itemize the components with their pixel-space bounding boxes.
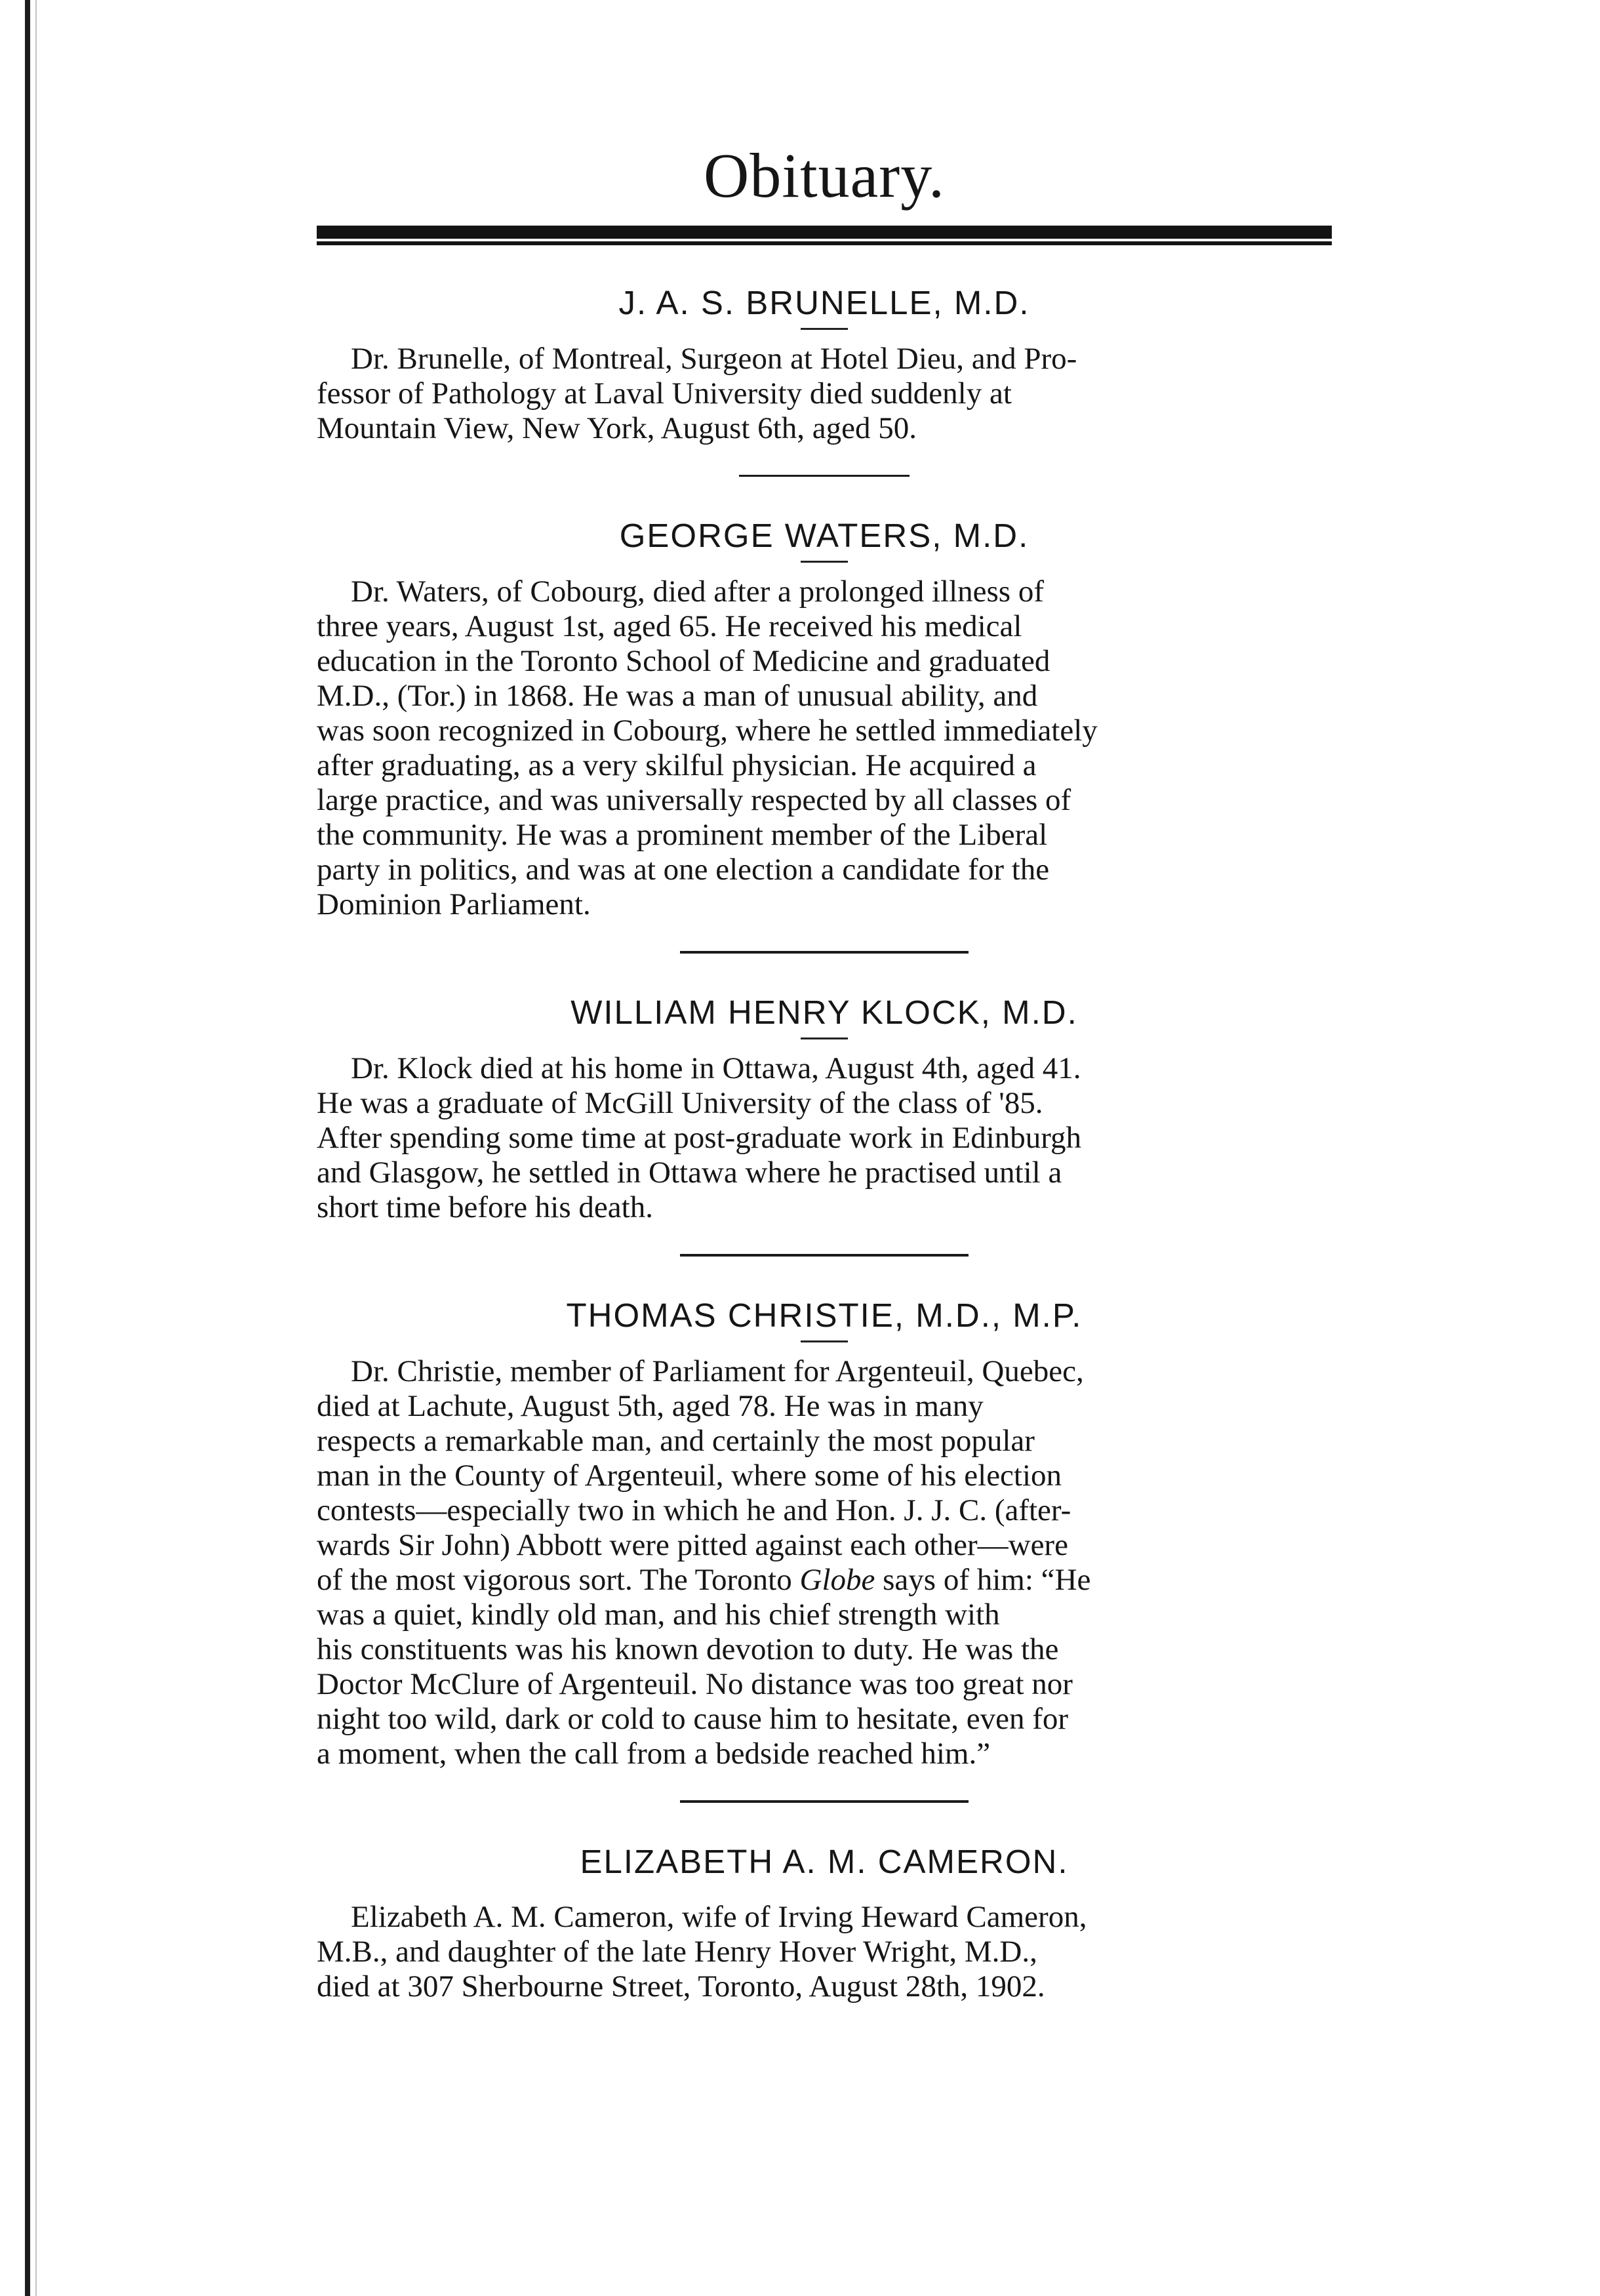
book-spine-shadow <box>35 0 37 2296</box>
obituary-entry <box>317 285 1332 446</box>
body-line: Dominion Parliament. <box>317 887 591 922</box>
body-line: Dr. Christie, member of Parliament for Argenteuil, Quebec, <box>351 1354 1084 1389</box>
body-line: died at 307 Sherbourne Street, Toronto, August 28th, 1902. <box>317 1969 1045 2004</box>
body-line: Mountain View, New York, August 6th, aged 50. <box>317 411 917 446</box>
heading-underline <box>801 561 848 563</box>
entry-body <box>317 342 1332 446</box>
body-line: respects a remarkable man, and certainly the most popular <box>317 1424 1035 1459</box>
body-line: was a quiet, kindly old man, and his chief strength with <box>317 1598 1000 1632</box>
heading-underline <box>801 1037 848 1039</box>
entry-separator <box>680 1800 969 1803</box>
title-rule <box>317 226 1332 241</box>
body-line: and Glasgow, he settled in Ottawa where he practised until a <box>317 1156 1062 1190</box>
page-content <box>317 98 1332 2004</box>
body-line: a moment, when the call from a bedside reached him.” <box>317 1737 991 1771</box>
body-line: Dr. Brunelle, of Montreal, Surgeon at Hotel Dieu, and Pro- <box>351 342 1077 376</box>
obituary-entry <box>317 994 1332 1225</box>
obituary-entry <box>317 517 1332 922</box>
body-line: Dr. Waters, of Cobourg, died after a prolonged illness of <box>351 574 1044 609</box>
heading-underline <box>801 1340 848 1342</box>
body-line: contests—especially two in which he and Hon. J. J. C. (after- <box>317 1493 1071 1528</box>
body-line: After spending some time at post-graduate work in Edinburgh <box>317 1121 1082 1156</box>
entry-heading: ELIZABETH A. M. CAMERON. <box>580 1843 1069 1881</box>
body-line: education in the Toronto School of Medicine and graduated <box>317 644 1050 679</box>
body-line: Doctor McClure of Argenteuil. No distance was too great nor <box>317 1667 1073 1702</box>
entry-separator <box>680 951 969 954</box>
body-line: of the most vigorous sort. The Toronto Globe says of him: “He <box>317 1563 1091 1598</box>
body-line: large practice, and was universally respected by all classes of <box>317 783 1071 818</box>
body-line: M.B., and daughter of the late Henry Hover Wright, M.D., <box>317 1935 1037 1969</box>
entry-heading: GEORGE WATERS, M.D. <box>619 517 1030 555</box>
entry-separator <box>739 475 910 477</box>
obituary-entry <box>317 1297 1332 1771</box>
obituary-entry <box>317 1843 1332 2004</box>
entry-heading: WILLIAM HENRY KLOCK, M.D. <box>570 994 1078 1032</box>
entry-body <box>317 574 1332 922</box>
entry-heading: J. A. S. BRUNELLE, M.D. <box>618 284 1030 321</box>
body-line: fessor of Pathology at Laval University died suddenly at <box>317 376 1012 411</box>
body-line: after graduating, as a very skilful physician. He acquired a <box>317 748 1037 783</box>
heading-underline <box>801 328 848 330</box>
entry-body <box>317 1051 1332 1225</box>
body-line: short time before his death. <box>317 1190 653 1225</box>
entry-heading: THOMAS CHRISTIE, M.D., M.P. <box>566 1297 1083 1335</box>
body-line: Dr. Klock died at his home in Ottawa, August 4th, aged 41. <box>351 1051 1081 1086</box>
body-line: the community. He was a prominent member of the Liberal <box>317 818 1048 853</box>
body-line: night too wild, dark or cold to cause him to hesitate, even for <box>317 1702 1068 1737</box>
heading-spacer <box>317 1880 1332 1900</box>
page-title: Obituary. <box>703 140 945 211</box>
body-line: his constituents was his known devotion to duty. He was the <box>317 1632 1059 1667</box>
body-line: M.D., (Tor.) in 1868. He was a man of unusual ability, and <box>317 679 1038 714</box>
body-line: was soon recognized in Cobourg, where he settled immediately <box>317 714 1098 748</box>
body-line: He was a graduate of McGill University of the class of '85. <box>317 1086 1043 1121</box>
newspaper-name: Globe <box>799 1563 875 1598</box>
body-line: wards Sir John) Abbott were pitted against each other—were <box>317 1528 1068 1563</box>
body-line: man in the County of Argenteuil, where some of his election <box>317 1459 1062 1493</box>
entry-separator <box>680 1254 969 1257</box>
body-line: party in politics, and was at one election a candidate for the <box>317 853 1050 887</box>
entry-body <box>317 1900 1332 2004</box>
body-line: died at Lachute, August 5th, aged 78. He was in many <box>317 1389 984 1424</box>
entry-body <box>317 1354 1332 1771</box>
body-line: three years, August 1st, aged 65. He received his medical <box>317 609 1022 644</box>
book-spine-edge <box>25 0 30 2296</box>
body-line: Elizabeth A. M. Cameron, wife of Irving Heward Cameron, <box>351 1900 1087 1935</box>
